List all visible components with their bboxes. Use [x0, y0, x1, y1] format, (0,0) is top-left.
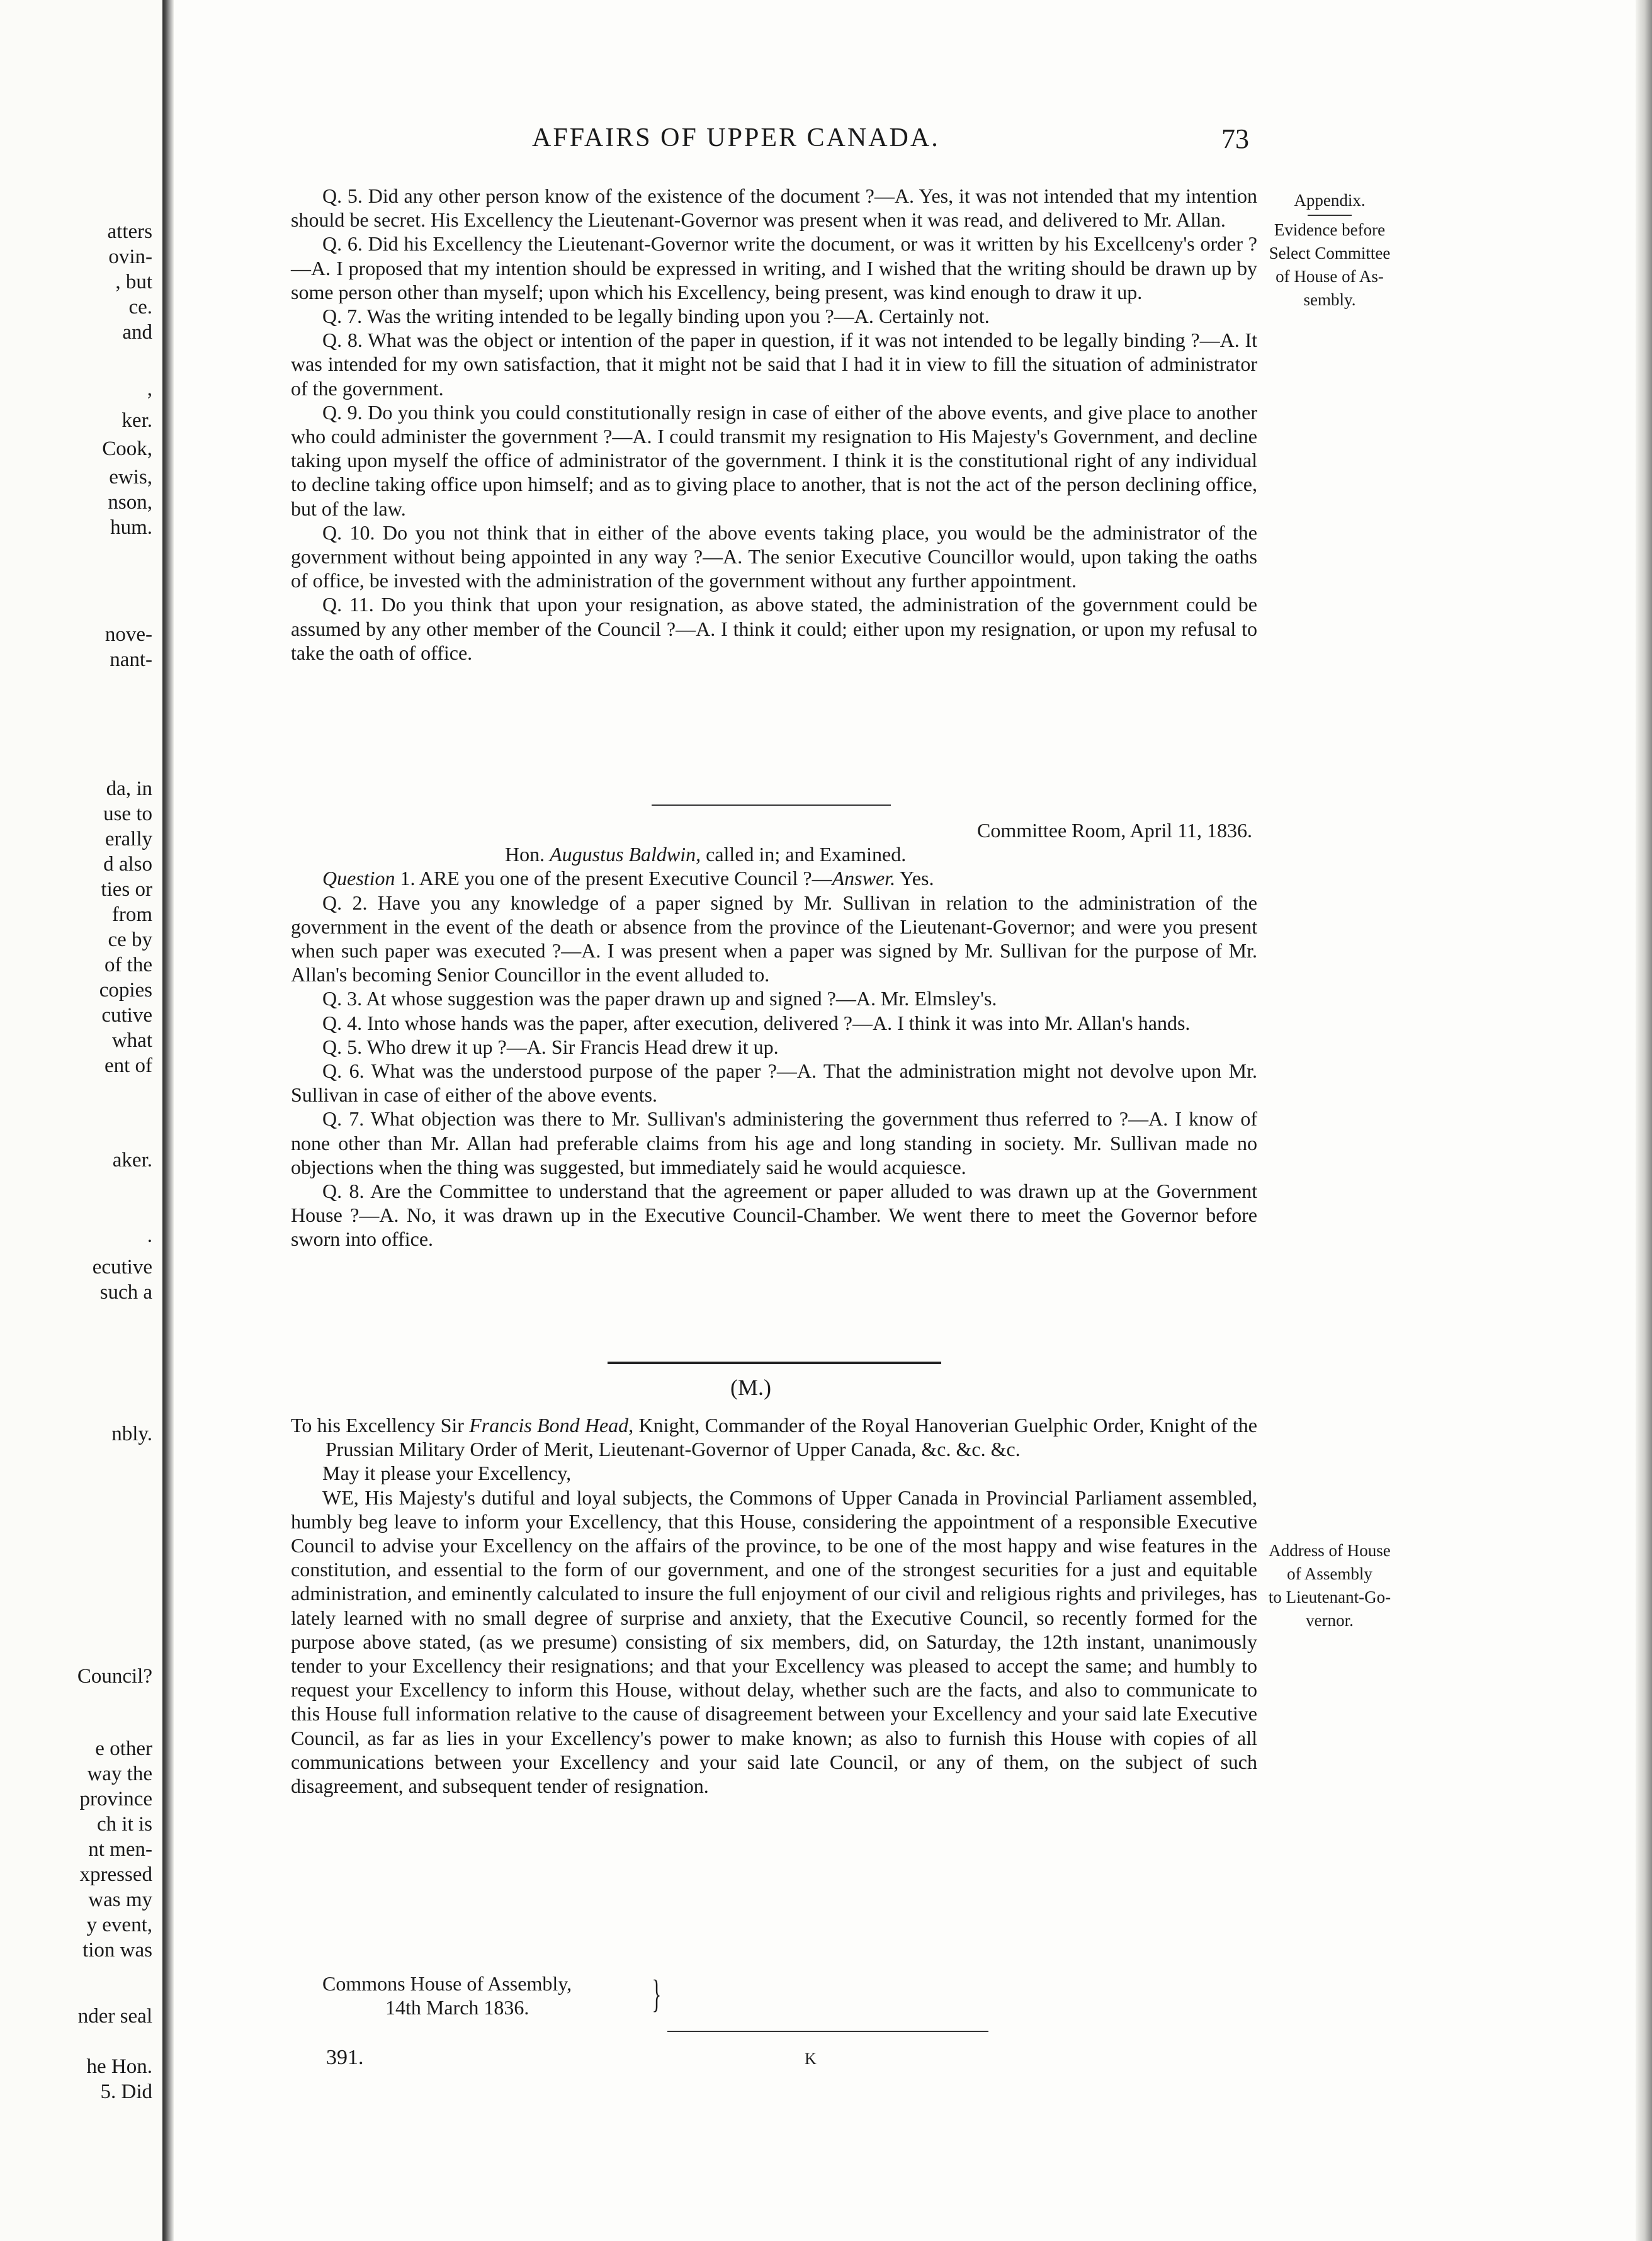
page-edge: [1636, 0, 1652, 2241]
facing-page-fragment-text: hum.: [110, 516, 152, 539]
facing-page-fragment-text: atters: [107, 220, 152, 243]
facing-page-fragment-text: from: [111, 903, 152, 926]
page-number: 73: [1221, 123, 1249, 154]
question-text: 1. ARE you one of the present Executive Council ?—: [395, 867, 832, 890]
testimony-paragraph: Q. 5. Did any other person know of the existence of the document ?—A. Yes, it was not intended that my intention should be secret. His Excellency the Lieutenant-Governor was present when it was read, and delivered to Mr. Allan.: [291, 184, 1257, 232]
testimony-paragraph: Q. 4. Into whose hands was the paper, after execution, delivered ?—A. I think it was into Mr. Allan's hands.: [322, 1011, 1191, 1034]
testimony-paragraph: Q. 5. Who drew it up ?—A. Sir Francis Head drew it up.: [322, 1035, 779, 1058]
facing-page-fragment-text: da, in: [106, 777, 152, 800]
facing-page-fragment-text: d also: [103, 853, 152, 876]
address-post: Knight, Commander of the Royal Hanoverian Guelphic Order, Knight of the Prussian Military Order of Merit, Lieutenant-Governor of Upper Canada, &c. &c. &c.: [325, 1414, 1258, 1461]
testimony-paragraph: Q. 6. What was the understood purpose of the paper ?—A. That the administration might not devolve upon Mr. Sullivan in case of either of the above events.: [291, 1059, 1257, 1107]
signature-line: 14th March 1836.: [385, 1996, 529, 2019]
testimony-paragraph: [291, 866, 1257, 890]
question-label: Question: [322, 867, 395, 890]
facing-page-fragment-text: province: [79, 1788, 152, 1810]
facing-page-fragment-text: ties or: [101, 878, 152, 901]
facing-page-fragment-text: cutive: [101, 1004, 152, 1027]
facing-page-fragment-text: nson,: [108, 491, 152, 514]
running-head: AFFAIRS OF UPPER CANADA.: [532, 123, 940, 152]
facing-page-fragment-text: nove-: [105, 623, 152, 646]
facing-page-fragment-text: copies: [99, 979, 152, 1002]
address-body: WE, His Majesty's dutiful and loyal subjects, the Commons of Upper Canada in Provincial Parliament assembled, humbly beg leave to inform your Excellency, that this House, considering the appointment of a responsible Executive Council to advise your Excellency on the affairs of the province, to be one of the most happy and wise features in the constitution, and essential to the form of our government, and one of the strongest securities for a just and equitable administration, and eminently calculated to insure the full enjoyment of our civil and religious rights and privileges, has lately learned with no small degree of surprise and anxiety, that the Executive Council, so recently formed for the purpose above stated, (as we presume) consisting of six members, did, on Saturday, the 12th instant, unanimously tender to your Excellency their resignations; and that your Excellency was pleased to accept the same; and humbly to request your Excellency to inform this House, without delay, whether such are the facts, and also to communicate to this House full information relative to the cause of disagreement between your Excellency and your said late Executive Council, as far as lies in your Excellency's power to make known; as also to furnish this House with copies of all communications between your Excellency and your said late Council, or any of them, on the subject of such disagreement, and subsequent tender of resignation.: [291, 1486, 1257, 1798]
margin-note-evidence-line: sembly.: [1303, 290, 1356, 309]
testimony-paragraph: Q. 2. Have you any knowledge of a paper signed by Mr. Sullivan in relation to the administration of the government in the event of the death or absence from the province of the Lieutenant-Governor; and were you present when such paper was executed ?—A. I was present when a paper was signed by Mr. Sullivan for the purpose of Mr. Allan's becoming Senior Councillor in the event alluded to.: [291, 891, 1257, 986]
facing-page-fragment-text: erally: [105, 828, 152, 850]
margin-note-address-line: vernor.: [1306, 1611, 1354, 1630]
facing-page-fragment-text: he Hon.: [86, 2055, 152, 2078]
facing-page-fragment-text: ecutive: [92, 1256, 152, 1279]
testimony-paragraph: Q. 7. What objection was there to Mr. Sullivan's administering the government thus referred to ?—A. I know of none other than Mr. Allan had preferable claims from his age and long standing in society. Mr. Sullivan made no objections when the thing was suggested, but immediately said he would acquiesce.: [291, 1107, 1257, 1178]
answer-label: Answer.: [832, 867, 896, 890]
answer-text: Yes.: [895, 867, 934, 890]
margin-note-address-line: Address of House: [1269, 1541, 1391, 1560]
testimony-paragraph: Q. 7. Was the writing intended to be legally binding upon you ?—A. Certainly not.: [322, 305, 990, 328]
testimony-paragraph: Q. 9. Do you think you could constitutionally resign in case of either of the above events, and give place to another who could administer the government ?—A. I could transmit my resignation to His Majesty's Government, and decline taking upon myself the office of administrator of the government. I think it is the constitutional right of any individual to decline taking office upon himself; and as to giving place to another, that is not the act of the person declining office, but of the law.: [291, 400, 1257, 520]
witness-intro: [291, 842, 1257, 866]
facing-page-fragment-text: use to: [103, 803, 152, 825]
facing-page-fragment-text: ker.: [122, 409, 152, 432]
margin-note-evidence-line: Evidence before: [1274, 220, 1386, 239]
address-pre: To his Excellency Sir: [291, 1414, 470, 1437]
section-heading: (M.): [730, 1375, 771, 1400]
signature-line: Commons House of Assembly,: [322, 1972, 572, 1995]
footer-rule: [667, 2031, 988, 2032]
facing-page: [0, 0, 162, 2241]
facing-page-fragment-text: aker.: [112, 1149, 152, 1171]
facing-page-fragment-text: nant-: [110, 648, 152, 671]
facing-page-fragment-text: y event,: [86, 1914, 152, 1936]
facing-page-fragment-text: nt men-: [88, 1838, 152, 1861]
facing-page-fragment-text: nbly.: [111, 1423, 152, 1445]
facing-page-fragment-text: ovin-: [108, 246, 152, 268]
brace-mark: }: [652, 1973, 662, 2016]
margin-note-appendix: [1267, 189, 1393, 312]
facing-page-fragment-text: Council?: [77, 1665, 152, 1688]
page-sequence-number: 391.: [326, 2046, 364, 2069]
witness-name: Augustus Baldwin,: [550, 843, 701, 866]
facing-page-fragment-text: 5. Did: [100, 2080, 152, 2103]
facing-page-fragment-text: ce by: [108, 929, 152, 951]
margin-note-address: [1267, 1539, 1393, 1632]
facing-page-fragment-text: , but: [115, 271, 152, 293]
facing-page-fragment-text: ch it is: [97, 1813, 152, 1836]
facing-page-fragment-text: and: [122, 321, 152, 344]
testimony-paragraph: Q. 10. Do you not think that in either of the above events taking place, you would be the administrator of the government without being appointed in any way ?—A. The senior Executive Councillor would, upon taking the oaths of office, be invested with the administration of the government without any further appointment.: [291, 521, 1257, 592]
testimony-section-1: [291, 184, 1257, 665]
facing-page-fragment-text: what: [111, 1029, 152, 1052]
facing-page-fragment-text: xpressed: [79, 1863, 152, 1886]
signature-mark: K: [805, 2050, 817, 2068]
testimony-section-2: [291, 818, 1257, 1251]
page-header: [290, 123, 1265, 161]
facing-page-fragment-text: such a: [99, 1281, 152, 1304]
facing-page-fragment-text: .: [147, 1224, 152, 1247]
address-name: Francis Bond Head,: [469, 1414, 634, 1437]
margin-note-appendix-text: Appendix.: [1294, 191, 1366, 210]
testimony-paragraph: Q. 8. What was the object or intention of the paper in question, if it was not intended to be legally binding ?—A. It was intended for my own satisfaction, that it might not be said that I had it in view to fill the situation of administrator of the government.: [291, 329, 1257, 400]
address-recipient: [291, 1413, 1257, 1461]
testimony-paragraph: Q. 11. Do you think that upon your resignation, as above stated, the administration of the government could be assumed by any other member of the Council ?—A. I think it could; either upon my resignation, or upon my refusal to take the oath of office.: [291, 593, 1257, 664]
facing-page-fragment-text: way the: [87, 1763, 152, 1785]
testimony-paragraph: Q. 3. At whose suggestion was the paper drawn up and signed ?—A. Mr. Elmsley's.: [322, 987, 997, 1010]
signature-block: [322, 1972, 572, 2019]
place-date: Committee Room, April 11, 1836.: [976, 819, 1252, 842]
facing-page-fragment-text: ce.: [128, 296, 152, 319]
facing-page-fragment-text: Cook,: [102, 437, 152, 460]
testimony-paragraph: Q. 6. Did his Excellency the Lieutenant-Governor write the document, or was it written by his Excellceny's order ?—A. I proposed that my intention should be expressed in writing, and I wished that the writing should be drawn up by some person other than myself; upon which his Excellency, being present, was kind enough to draw it up.: [291, 232, 1257, 303]
testimony-paragraph: Q. 8. Are the Committee to understand that the agreement or paper alluded to was drawn up at the Government House ?—A. No, it was drawn up in the Executive Council-Chamber. We went there to meet the Governor before sworn into office.: [291, 1180, 1257, 1251]
margin-rule: [1308, 215, 1352, 216]
salutation: May it please your Excellency,: [322, 1462, 572, 1485]
facing-page-fragment-text: nder seal: [77, 2005, 152, 2028]
facing-page-fragment-text: tion was: [82, 1939, 152, 1962]
margin-note-evidence-line: Select Committee: [1269, 244, 1391, 262]
facing-page-fragment-text: e other: [95, 1737, 152, 1760]
facing-page-fragment-text: ent of: [104, 1054, 152, 1077]
facing-page-fragment-text: was my: [88, 1888, 152, 1911]
facing-page-fragment-text: ewis,: [109, 466, 152, 488]
margin-note-address-line: of Assembly: [1287, 1564, 1372, 1583]
section-divider: [608, 1362, 941, 1364]
facing-page-fragment-text: of the: [104, 954, 152, 976]
margin-note-evidence-line: of House of As-: [1276, 267, 1384, 286]
facing-page-fragment-text: ,: [147, 378, 152, 400]
book-gutter: [162, 0, 174, 2241]
margin-note-address-line: to Lieutenant-Go-: [1268, 1588, 1391, 1606]
address-section: [291, 1413, 1257, 1798]
witness-pre: Hon.: [505, 843, 550, 866]
witness-post: called in; and Examined.: [701, 843, 907, 866]
section-divider: [652, 804, 891, 806]
